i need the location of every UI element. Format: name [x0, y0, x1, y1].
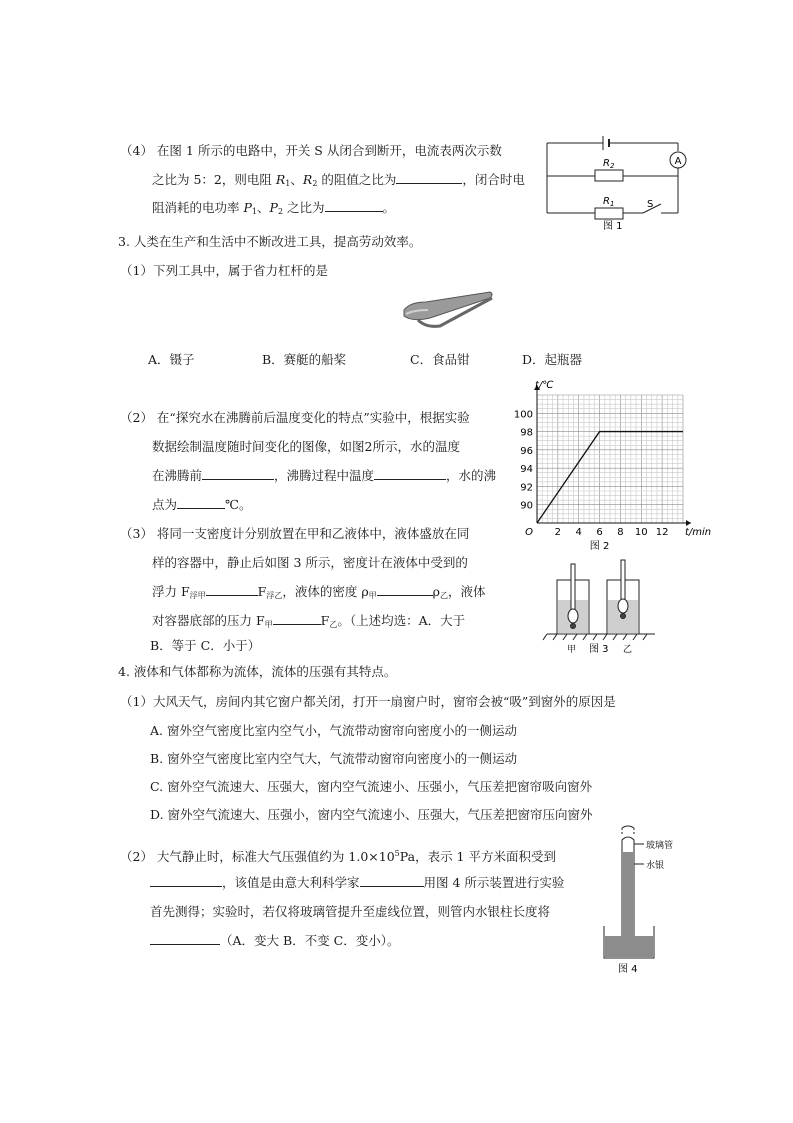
q3-3-line5: B．等于 C．小于） — [150, 638, 261, 653]
blank-power-ratio[interactable] — [325, 199, 383, 212]
ammeter-label: A — [674, 156, 682, 167]
q3-option-c[interactable]: C．食品钳 — [410, 352, 470, 367]
r1-label: $R_1$ — [603, 196, 615, 208]
y-tick-label: 96 — [520, 445, 533, 457]
q4-2-line4: （A．变大 B．不变 C．变小）。 — [150, 932, 399, 950]
blank-scientist[interactable] — [360, 874, 424, 887]
blank-buoyancy[interactable] — [206, 583, 258, 596]
tube-label: 玻璃管 — [646, 841, 674, 851]
q4-heading: 4. 液体和气体都称为流体，流体的压强有其特点。 — [118, 664, 397, 679]
q3-2-line2: 数据绘制温度随时间变化的图像，如图2所示，水的温度 — [152, 439, 460, 454]
container-left-label: 甲 — [567, 645, 577, 655]
fig3-caption: 图 3 — [589, 644, 609, 655]
blank-boiling-point[interactable] — [177, 496, 225, 509]
blank-temp-during[interactable] — [374, 467, 446, 480]
circuit-diagram — [545, 133, 695, 233]
q3-2-line1: （2） 在“探究水在沸腾前后温度变化的特点”实验中，根据实验 — [120, 410, 470, 425]
resistor-r2-icon — [595, 170, 623, 181]
fig1-caption: 图 1 — [603, 221, 623, 232]
y-axis-label: t/℃ — [535, 380, 554, 391]
x-tick-label: 10 — [634, 527, 648, 538]
blank-mercury-length[interactable] — [150, 932, 220, 945]
resistor-r1-icon — [595, 208, 623, 219]
hydrometer-right-icon — [621, 560, 625, 602]
fig4-caption: 图 4 — [618, 964, 638, 975]
q4-2-line1: （2） 大气静止时，标准大气压强值约为 $1.0\times 10^5Pa$，表示 1 平方米面积受到 — [120, 849, 556, 864]
q3-3-line2: 样的容器中，静止后如图 3 所示，密度计在液体中受到的 — [152, 555, 468, 570]
y-tick-label: 94 — [520, 464, 533, 476]
fig2-caption: 图 2 — [589, 541, 610, 552]
q4-option-d[interactable]: D. 窗外空气流速大、压强小，窗内空气流速小、压强大，气压差把窗帘压向窗外 — [150, 807, 593, 822]
q3-1-stem: （1）下列工具中，属于省力杠杆的是 — [120, 263, 328, 278]
x-tick-label: 2 — [554, 527, 562, 538]
blank-temp-before[interactable] — [202, 467, 274, 480]
q3-3-line3: 浮力 $F_{浮甲}$ $F_{浮乙}$，液体的密度 $\rho_甲$ $\rho_乙$，液体 — [152, 584, 486, 600]
q4-option-b[interactable]: B. 窗外空气密度比室内空气大，气流带动窗帘向密度小的一侧运动 — [150, 751, 518, 766]
q3-option-b[interactable]: B．赛艇的船桨 — [262, 352, 347, 367]
y-tick-label: 92 — [520, 482, 533, 494]
food-tongs-icon — [400, 288, 495, 333]
blank-pressure-force[interactable] — [273, 612, 321, 625]
torricelli-apparatus — [600, 826, 695, 976]
mercury-label: 水银 — [646, 861, 665, 871]
hydrometer-left-icon — [571, 564, 575, 612]
q3-option-d[interactable]: D．起瓶器 — [522, 352, 583, 367]
x-axis-arrow — [686, 520, 691, 526]
q3-option-a[interactable]: A．镊子 — [148, 352, 195, 367]
x-tick-label: 12 — [655, 527, 669, 538]
q3-3-line1: （3） 将同一支密度计分别放置在甲和乙液体中，液体盛放在同 — [120, 526, 470, 541]
q3-heading: 3. 人类在生产和生活中不断改进工具，提高劳动效率。 — [118, 234, 422, 249]
q4-2-line3: 首先测得；实验时，若仅将玻璃管提升至虚线位置，则管内水银柱长度将 — [150, 904, 551, 919]
q3-4-line3: 阻消耗的电功率 $P_1$、$P_2$ 之比为 。 — [152, 200, 396, 216]
container-right-label: 乙 — [623, 645, 633, 655]
temperature-chart — [505, 380, 712, 555]
q4-2-line2: ，该值是由意大利科学家 用图 4 所示装置进行实验 — [150, 874, 564, 892]
q3-4-line2: 之比为 5：2，则电阻 $R_1$、$R_2$ 的阻值之比为 ，闭合时电 — [152, 172, 525, 188]
blank-density[interactable] — [377, 583, 433, 596]
origin-label: O — [525, 527, 533, 538]
q3-2-line4: 点为 ℃。 — [152, 497, 252, 512]
q4-1-stem: （1）大风天气，房间内其它窗户都关闭，打开一扇窗户时，窗帘会被“吸”到窗外的原因是 — [120, 694, 616, 709]
blank-pressure-meaning[interactable] — [150, 874, 222, 887]
x-tick-label: 4 — [575, 527, 582, 538]
blank-resistance-ratio[interactable] — [396, 171, 462, 184]
q4-option-a[interactable]: A. 窗外空气密度比室内空气小，气流带动窗帘向密度小的一侧运动 — [150, 723, 517, 738]
q4-option-c[interactable]: C. 窗外空气流速大、压强大，窗内空气流速小、压强小，气压差把窗帘吸向窗外 — [150, 779, 593, 794]
q3-3-line4: 对容器底部的压力 $F_甲$ $F_乙$。（上述均选：A．大于 — [152, 613, 466, 629]
y-tick-label: 98 — [520, 427, 533, 439]
x-tick-label: 6 — [596, 527, 603, 538]
q3-2-line3: 在沸腾前 ，沸腾过程中温度 ，水的沸 — [152, 468, 497, 483]
x-tick-label: 8 — [617, 527, 624, 538]
q3-4-line1: （4） 在图 1 所示的电路中，开关 S 从闭合到断开，电流表两次示数 — [120, 143, 502, 158]
y-tick-label: 90 — [520, 500, 533, 512]
hydrometer-figure — [545, 560, 665, 660]
r2-label: $R_2$ — [603, 158, 615, 170]
x-axis-label: t/min — [685, 527, 712, 538]
switch-label: S — [647, 199, 654, 210]
y-tick-label: 100 — [513, 409, 533, 421]
